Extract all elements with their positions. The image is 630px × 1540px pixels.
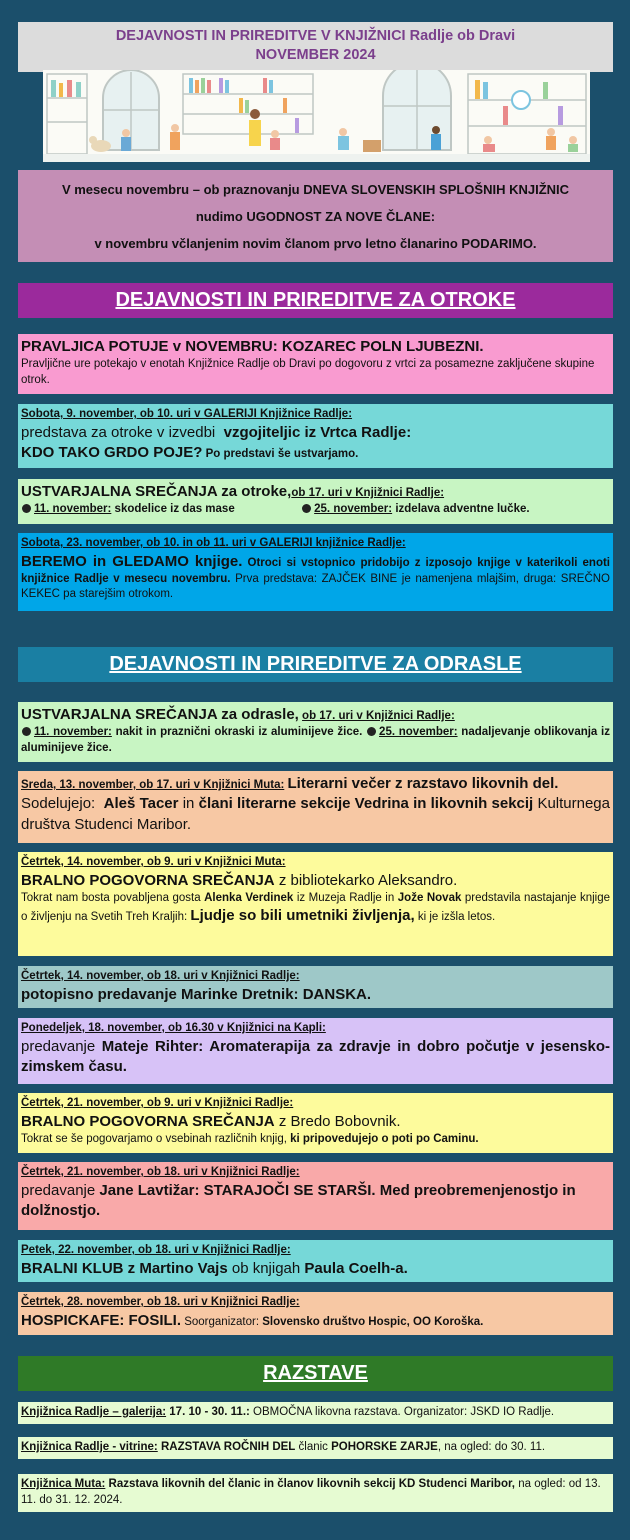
event-title: HOSPICKAFE: FOSILI. [21,1311,182,1329]
event-card-read-and-watch: Sobota, 23. november, ob 10. in ob 11. uri v GALERIJI knjižnice Radlje: BEREMO in GLEDAMO knjige. Otroci si vstopnico pridobijo z izposojo knjige v katerikoli enoti knjižnice Radlje v mesecu novembru. Prva predstava: ZAJČEK BINE je namenjena mlajšim, druga: SREČNO KEKEC pa starejšim otrokom. [18,533,613,611]
bullet-icon [22,727,31,736]
title-line-1: DEJAVNOSTI IN PRIREDITVE V KNJIŽNICI Radlje ob Dravi [115,28,516,44]
event-date-heading: Četrtek, 14. november, ob 9. uri v Knjižnici Muta: [21,856,286,868]
promo-line-2: nudimo UGODNOST ZA NOVE ČLANE: [195,209,436,224]
section-header-adults: DEJAVNOSTI IN PRIREDITVE ZA ODRASLE [18,647,613,682]
event-time: ob 17. uri v Knjižnici Radlje: [291,487,445,499]
exhibition-dates: 17. 10 - 30. 11.: [169,1406,250,1418]
library-banner-illustration [43,70,590,162]
event-title: BRALNO POGOVORNA SREČANJA [21,871,275,889]
exhibition-place: Knjižnica Muta: [21,1478,106,1490]
section-header-exhibitions: RAZSTAVE [18,1356,613,1391]
title-line-2: NOVEMBER 2024 [255,47,376,63]
promo-line-1: V mesecu novembru – ob praznovanju DNEVA SLOVENSKIH SPLOŠNIH KNJIŽNIC [61,182,570,197]
event-date-heading: Četrtek, 21. november, ob 18. uri v Knjižnici Radlje: [21,1166,300,1178]
event-date-heading: Četrtek, 28. november, ob 18. uri v Knjižnici Radlje: [21,1296,300,1308]
event-date-heading: Četrtek, 14. november, ob 18. uri v Knjižnici Radlje: [21,970,300,982]
event-card-children-play [18,404,613,468]
event-title: BEREMO in GLEDAMO knjige. [21,552,243,570]
event-card-literary-evening: Sreda, 13. november, ob 17. uri v Knjižnici Muta: Literarni večer z razstavo likovnih del. Sodelujejo: Aleš Tacer in člani literarne sekcije Vedrina in likovnih sekcij Kulturnega društva Studenci Maribor. [18,771,613,843]
bullet-icon [367,727,376,736]
event-title: potopisno predavanje Marinke Dretnik: DANSKA. [21,985,372,1003]
event-card-adult-workshops: USTVARJALNA SREČANJA za odrasle, ob 17. uri v Knjižnici Radlje: 11. november: nakit in praznični okraski iz aluminijeve žice. 25. november: nadaljevanje oblikovanja iz aluminijeve žice. [18,702,613,762]
exhibition-muta: Knjižnica Muta: Razstava likovnih del članic in članov likovnih sekcij KD Studenci Maribor, na ogled: od 13. 11. do 31. 12. 2024. [18,1474,613,1512]
promo-line-3: v novembru včlanjenim novim članom prvo letno članarino PODARIMO. [94,236,537,251]
event-date-heading: Sobota, 9. november, ob 10. uri v GALERIJI Knjižnice Radlje: [21,408,353,420]
event-date-heading: Ponedeljek, 18. november, ob 16.30 v Knjižnici na Kapli: [21,1022,326,1034]
event-title: Literarni večer z razstavo likovnih del. [287,775,559,792]
event-card-book-club: Petek, 22. november, ob 18. uri v Knjižnici Radlje: BRALNI KLUB z Martino Vajs ob knjigah Paula Coelh-a. [18,1240,613,1282]
event-description: Pravljične ure potekajo v enotah Knjižnice Radlje ob Dravi po dogovoru z vrtci za posamezne zaključene skupine otrok. [21,358,595,386]
event-title: PRAVLJICA POTUJE v NOVEMBRU: KOZAREC POLN LJUBEZNI. [21,338,484,355]
workshop-dates: 11. november: skodelice iz das mase 25. november: izdelava adventne lučke. [21,502,610,518]
event-date-heading: Sreda, 13. november, ob 17. uri v Knjižnici Muta: [21,779,285,791]
event-card-reading-talks-muta: Četrtek, 14. november, ob 9. uri v Knjižnici Muta: BRALNO POGOVORNA SREČANJA z bibliotekarko Aleksandro. Tokrat nam bosta povabljena gosta Alenka Verdinek iz Muzeja Radlje in Jože Novak predstavila nastajanje knjige o življenju na Svetih Treh Kraljih: Ljudje so bili umetniki življenja, ki je izšla letos. [18,852,613,956]
new-member-promo [18,170,613,262]
event-date-heading: Petek, 22. november, ob 18. uri v Knjižnici Radlje: [21,1244,291,1256]
exhibition-gallery: Knjižnica Radlje – galerija: 17. 10 - 30. 11.: OBMOČNA likovna razstava. Organizator: JSKD IO Radlje. [18,1402,613,1424]
event-title: USTVARJALNA SREČANJA za otroke, [21,483,292,500]
event-line: predstava za otroke v izvedbi vzgojiteljic iz Vrtca Radlje: [21,423,412,441]
event-line: KDO TAKO GRDO POJE? Po predstavi še ustvarjamo. [21,443,359,461]
event-title: BRALNI KLUB z Martino Vajs [21,1259,228,1277]
library-illustration [43,70,590,162]
event-title: BRALNO POGOVORNA SREČANJA [21,1112,275,1130]
section-header-children: DEJAVNOSTI IN PRIREDITVE ZA OTROKE [18,283,613,318]
event-card-story-hour [18,334,613,394]
event-card-travel-lecture [18,966,613,1008]
event-time: ob 17. uri v Knjižnici Radlje: [302,710,455,722]
exhibition-place: Knjižnica Radlje – galerija: [21,1406,167,1418]
bullet-icon [22,504,31,513]
event-date-heading: Sobota, 23. november, ob 10. in ob 11. uri v GALERIJI knjižnice Radlje: [21,537,406,549]
exhibition-showcases: Knjižnica Radlje - vitrine: RAZSTAVA ROČNIH DEL članic POHORSKE ZARJE, na ogled: do 30. 11. [18,1437,613,1459]
event-date-heading: Četrtek, 21. november, ob 9. uri v Knjižnici Radlje: [21,1097,294,1109]
exhibition-place: Knjižnica Radlje - vitrine: [21,1441,158,1453]
event-title: USTVARJALNA SREČANJA za odrasle, [21,706,299,723]
page-title [18,22,613,72]
event-card-hospice-cafe: Četrtek, 28. november, ob 18. uri v Knjižnici Radlje: HOSPICKAFE: FOSILI. Soorganizator: Slovensko društvo Hospic, OO Koroška. [18,1292,613,1335]
event-card-reading-talks-radlje: Četrtek, 21. november, ob 9. uri v Knjižnici Radlje: BRALNO POGOVORNA SREČANJA z Bredo Bobovnik. Tokrat se še pogovarjamo o vsebinah različnih knjig, ki pripovedujejo o poti po Caminu. [18,1093,613,1153]
event-card-aromatherapy-lecture: Ponedeljek, 18. november, ob 16.30 v Knjižnici na Kapli: predavanje Mateje Rihter: Aromaterapija za zdravje in dobro počutje v jesensko-zimskem času. [18,1018,613,1084]
bullet-icon [302,504,311,513]
event-card-children-workshops [18,479,613,524]
event-card-aging-parents-lecture: Četrtek, 21. november, ob 18. uri v Knjižnici Radlje: predavanje Jane Lavtižar: STARAJOČI SE STARŠI. Med preobremenjenostjo in dolžnostjo. [18,1162,613,1230]
